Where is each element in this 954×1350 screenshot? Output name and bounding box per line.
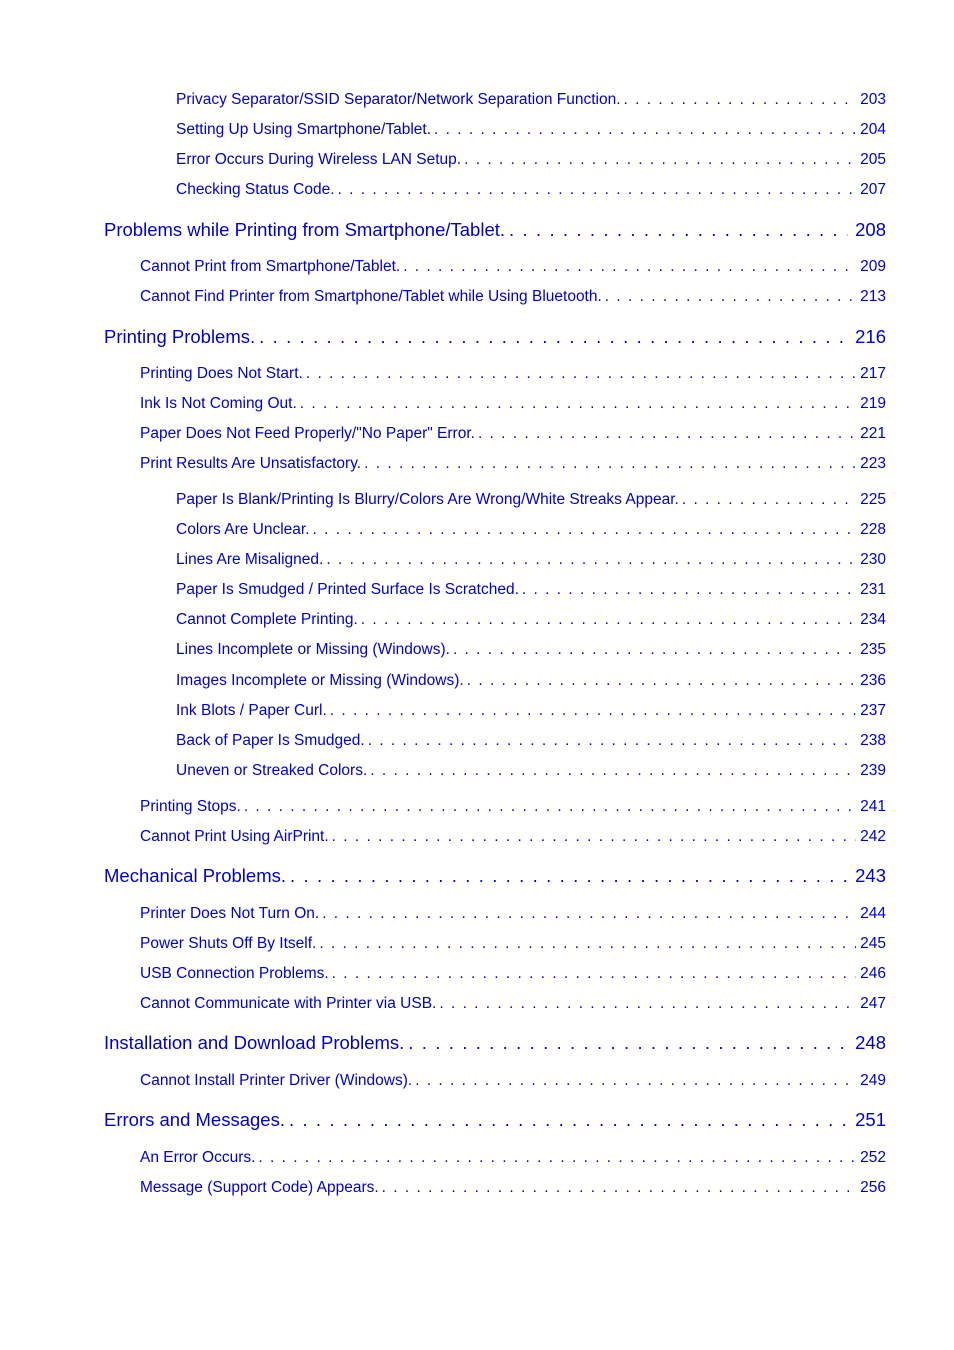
dot-leader [285, 1109, 848, 1131]
toc-section-link[interactable] [104, 326, 886, 350]
dot-leader [450, 641, 856, 659]
dot-leader [327, 702, 856, 720]
dot-leader [297, 395, 856, 413]
toc-entry-title: Paper Is Blank/Printing Is Blurry/Colors Are Wrong/White Streaks Appear. [176, 491, 679, 508]
toc-page-number: 230 [860, 551, 886, 568]
toc-entry-title: Privacy Separator/SSID Separator/Network Separation Function. [176, 91, 621, 108]
toc-entry-link[interactable] [176, 762, 886, 782]
toc-page-number: 245 [860, 935, 886, 952]
toc-entry-link[interactable] [176, 181, 886, 201]
toc-page-number: 203 [860, 91, 886, 108]
toc-entry-link[interactable] [140, 935, 886, 955]
toc-page-number: 213 [860, 288, 886, 305]
toc-entry-title: Lines Incomplete or Missing (Windows). [176, 641, 450, 658]
toc-entry-title: Printing Does Not Start. [140, 365, 303, 382]
toc-entry-link[interactable] [176, 551, 886, 571]
dot-leader [319, 905, 856, 923]
toc-section-link[interactable] [104, 219, 886, 243]
toc-entry-link[interactable] [176, 491, 886, 511]
toc-entry-title: An Error Occurs. [140, 1149, 256, 1166]
toc-entry-link[interactable] [176, 521, 886, 541]
dot-leader [400, 258, 856, 276]
dot-leader [475, 425, 856, 443]
toc-entry-title: Cannot Print from Smartphone/Tablet. [140, 258, 401, 275]
toc-entry-link[interactable] [176, 672, 886, 692]
toc-entry-title: Installation and Download Problems. [104, 1032, 405, 1053]
toc-page-number: 246 [860, 965, 886, 982]
dot-leader [404, 1032, 848, 1054]
toc-page-number: 204 [860, 121, 886, 138]
toc-entry-link[interactable] [176, 121, 886, 141]
toc-entry-title: Message (Support Code) Appears. [140, 1179, 379, 1196]
toc-page-number: 205 [860, 151, 886, 168]
toc-entry-link[interactable] [140, 455, 886, 475]
toc-page-number: 241 [860, 798, 886, 815]
toc-entry-link[interactable] [176, 151, 886, 171]
toc-entry-title: Cannot Complete Printing. [176, 611, 358, 628]
dot-leader [464, 672, 856, 690]
toc-page-number: 247 [860, 995, 886, 1012]
dot-leader [241, 798, 856, 816]
toc-entry-title: Cannot Print Using AirPrint. [140, 828, 329, 845]
toc-page-number: 239 [860, 762, 886, 779]
toc-entry-title: Back of Paper Is Smudged. [176, 732, 365, 749]
toc-page-number: 244 [860, 905, 886, 922]
toc-page-number: 234 [860, 611, 886, 628]
toc-page-number: 208 [855, 219, 886, 240]
toc-entry-link[interactable] [176, 702, 886, 722]
toc-page-number: 225 [860, 491, 886, 508]
toc-entry-title: Lines Are Misaligned. [176, 551, 324, 568]
toc-entry-link[interactable] [140, 1149, 886, 1169]
dot-leader [358, 611, 856, 629]
dot-leader [329, 965, 856, 983]
toc-entry-link[interactable] [140, 965, 886, 985]
dot-leader [367, 762, 856, 780]
toc-page-number: 217 [860, 365, 886, 382]
toc-entry-link[interactable] [140, 1072, 886, 1092]
toc-entry-link[interactable] [176, 641, 886, 661]
toc-entry-link[interactable] [140, 995, 886, 1015]
toc-entry-title: Colors Are Unclear. [176, 521, 310, 538]
dot-leader [365, 732, 856, 750]
dot-leader [361, 455, 856, 473]
dot-leader [602, 288, 856, 306]
dot-leader [329, 828, 856, 846]
dot-leader [679, 491, 856, 509]
toc-entry-title: Uneven or Streaked Colors. [176, 762, 368, 779]
toc-page-number: 231 [860, 581, 886, 598]
toc-entry-title: Ink Is Not Coming Out. [140, 395, 297, 412]
dot-leader [505, 219, 848, 241]
toc-page-number: 249 [860, 1072, 886, 1089]
toc-entry-title: Cannot Install Printer Driver (Windows). [140, 1072, 413, 1089]
toc-entry-link[interactable] [176, 732, 886, 752]
toc-entry-title: Setting Up Using Smartphone/Tablet. [176, 121, 432, 138]
toc-entry-title: Images Incomplete or Missing (Windows). [176, 672, 464, 689]
dot-leader [310, 521, 856, 539]
toc-entry-title: Printer Does Not Turn On. [140, 905, 320, 922]
toc-entry-link[interactable] [140, 905, 886, 925]
dot-leader [461, 151, 856, 169]
toc-page-number: 219 [860, 395, 886, 412]
toc-entry-title: Error Occurs During Wireless LAN Setup. [176, 151, 462, 168]
toc-section-link[interactable] [104, 1032, 886, 1056]
toc-page-number: 228 [860, 521, 886, 538]
dot-leader [436, 995, 856, 1013]
toc-entry-link[interactable] [140, 425, 886, 445]
toc-entry-title: Mechanical Problems. [104, 865, 286, 886]
toc-page-number: 209 [860, 258, 886, 275]
toc-entry-link[interactable] [176, 581, 886, 601]
toc-entry-title: Paper Does Not Feed Properly/"No Paper" Error. [140, 425, 475, 442]
toc-entry-title: Printing Problems. [104, 326, 256, 347]
toc-entry-title: Power Shuts Off By Itself. [140, 935, 317, 952]
toc-section-link[interactable] [104, 1109, 886, 1133]
toc-entry-title: USB Connection Problems. [140, 965, 329, 982]
toc-entry-link[interactable] [140, 288, 886, 308]
dot-leader [286, 865, 848, 887]
toc-entry-link[interactable] [140, 395, 886, 415]
toc-entry-title: Problems while Printing from Smartphone/Tablet. [104, 219, 506, 240]
toc-entry-title: Errors and Messages. [104, 1109, 285, 1130]
toc-entry-link[interactable] [176, 91, 886, 111]
dot-leader [519, 581, 856, 599]
dot-leader [255, 326, 848, 348]
toc-page-number: 221 [860, 425, 886, 442]
dot-leader [431, 121, 856, 139]
dot-leader [316, 935, 856, 953]
toc-page-number: 252 [860, 1149, 886, 1166]
dot-leader [255, 1149, 856, 1167]
toc-page-number: 256 [860, 1179, 886, 1196]
toc-page-number: 243 [855, 865, 886, 886]
toc-entry-title: Printing Stops. [140, 798, 241, 815]
toc-entry-link[interactable] [140, 258, 886, 278]
toc-page-number: 235 [860, 641, 886, 658]
toc-page-number: 248 [855, 1032, 886, 1053]
toc-entry-title: Cannot Find Printer from Smartphone/Tablet while Using Bluetooth. [140, 288, 602, 305]
toc-entry-title: Cannot Communicate with Printer via USB. [140, 995, 437, 1012]
toc-section-link[interactable] [104, 865, 886, 889]
toc-entry-link[interactable] [140, 828, 886, 848]
toc-page-number: 237 [860, 702, 886, 719]
dot-leader [323, 551, 856, 569]
toc-entry-title: Print Results Are Unsatisfactory. [140, 455, 362, 472]
toc-entry-title: Ink Blots / Paper Curl. [176, 702, 327, 719]
dot-leader [303, 365, 856, 383]
dot-leader [412, 1072, 856, 1090]
toc-page-number: 216 [855, 326, 886, 347]
toc-entry-link[interactable] [176, 611, 886, 631]
toc-entry-link[interactable] [140, 798, 886, 818]
toc-page-number: 207 [860, 181, 886, 198]
dot-leader [335, 181, 856, 199]
toc-entry-title: Checking Status Code. [176, 181, 335, 198]
toc-page-number: 223 [860, 455, 886, 472]
toc-page-number: 242 [860, 828, 886, 845]
dot-leader [621, 91, 856, 109]
toc-entry-link[interactable] [140, 365, 886, 385]
toc-entry-link[interactable] [140, 1179, 886, 1199]
toc-page-number: 238 [860, 732, 886, 749]
toc-page-number: 251 [855, 1109, 886, 1130]
toc-entry-title: Paper Is Smudged / Printed Surface Is Scratched. [176, 581, 519, 598]
toc-page-number: 236 [860, 672, 886, 689]
dot-leader [379, 1179, 856, 1197]
